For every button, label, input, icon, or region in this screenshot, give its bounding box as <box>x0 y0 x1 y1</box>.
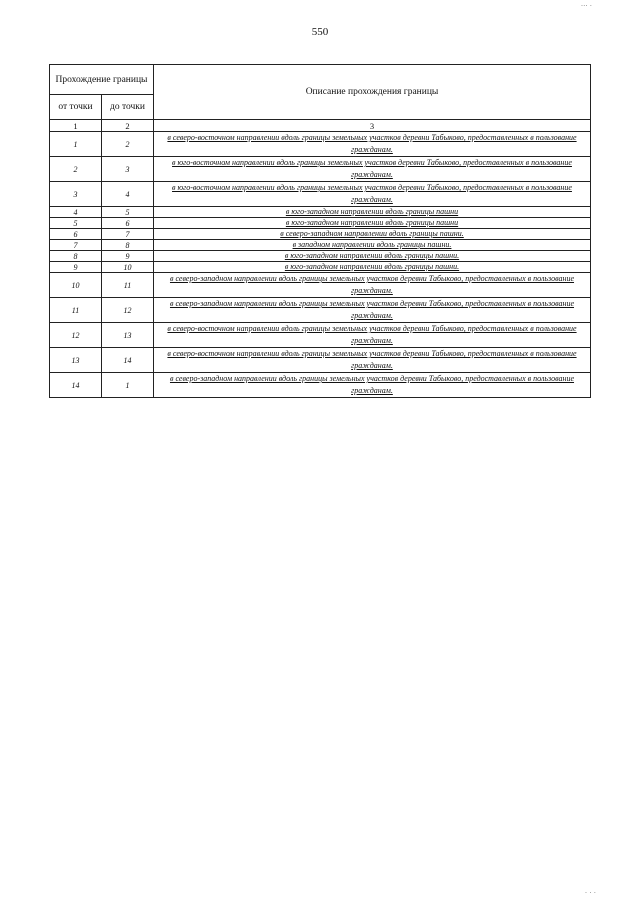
description-cell <box>154 348 591 373</box>
description-cell <box>154 273 591 298</box>
description-cell <box>154 251 591 262</box>
description-cell <box>154 207 591 218</box>
to-point-cell: 3 <box>102 157 154 182</box>
description-cell <box>154 298 591 323</box>
description-cell <box>154 157 591 182</box>
from-point-cell: 1 <box>50 132 102 157</box>
description-text: в северо-западном направлении вдоль границы земельных участков деревни Табыково, предоставленных в пользование гражданам. <box>169 374 575 395</box>
header-to-point: до точки <box>102 95 154 120</box>
column-number-row <box>50 120 591 132</box>
table-row <box>50 262 591 273</box>
description-text: в юго-западном направлении вдоль границы пашни. <box>284 262 460 271</box>
from-point-cell: 2 <box>50 157 102 182</box>
description-cell <box>154 132 591 157</box>
table-row <box>50 218 591 229</box>
from-point-cell: 7 <box>50 240 102 251</box>
from-point-cell: 6 <box>50 229 102 240</box>
from-point-cell: 4 <box>50 207 102 218</box>
description-text: в западном направлении вдоль границы пашни. <box>292 240 452 249</box>
table-body <box>50 120 591 398</box>
to-point-cell: 14 <box>102 348 154 373</box>
column-number: 1 <box>50 120 102 132</box>
boundary-table <box>49 64 591 398</box>
description-text: в юго-восточном направлении вдоль границы земельных участков деревни Табыково, предоставленных в пользование гражданам. <box>172 183 572 204</box>
header-boundary-passage: Прохождение границы <box>50 65 154 95</box>
description-cell <box>154 182 591 207</box>
description-text: в северо-западном направлении вдоль границы земельных участков деревни Табыково, предоставленных в пользование гражданам. <box>169 274 575 295</box>
description-text: в юго-западном направлении вдоль границы пашни. <box>284 251 460 260</box>
description-text: в северо-восточном направлении вдоль границы земельных участков деревни Табыково, предоставленных в пользование гражданам. <box>167 324 577 345</box>
column-number: 3 <box>154 120 591 132</box>
table-row <box>50 182 591 207</box>
description-cell <box>154 323 591 348</box>
to-point-cell: 13 <box>102 323 154 348</box>
to-point-cell: 12 <box>102 298 154 323</box>
description-cell <box>154 229 591 240</box>
header-from-point: от точки <box>50 95 102 120</box>
description-text: в северо-западном направлении вдоль границы земельных участков деревни Табыково, предоставленных в пользование гражданам. <box>169 299 575 320</box>
column-number: 2 <box>102 120 154 132</box>
description-cell <box>154 373 591 398</box>
table-row <box>50 323 591 348</box>
to-point-cell: 8 <box>102 240 154 251</box>
from-point-cell: 10 <box>50 273 102 298</box>
table-row <box>50 132 591 157</box>
description-text: в юго-восточном направлении вдоль границы земельных участков деревни Табыково, предоставленных в пользование гражданам. <box>172 158 572 179</box>
to-point-cell: 6 <box>102 218 154 229</box>
from-point-cell: 5 <box>50 218 102 229</box>
header-description: Описание прохождения границы <box>154 65 591 120</box>
table-row <box>50 273 591 298</box>
description-cell <box>154 218 591 229</box>
to-point-cell: 2 <box>102 132 154 157</box>
description-text: в юго-западном направлении вдоль границы пашни <box>285 207 459 216</box>
table-row <box>50 373 591 398</box>
to-point-cell: 9 <box>102 251 154 262</box>
description-text: в северо-восточном направлении вдоль границы земельных участков деревни Табыково, предоставленных в пользование гражданам. <box>167 133 577 154</box>
scan-mark-top: ··· · <box>580 2 592 10</box>
from-point-cell: 12 <box>50 323 102 348</box>
table-row <box>50 298 591 323</box>
description-text: в северо-западном направлении вдоль границы пашни. <box>280 229 464 238</box>
from-point-cell: 14 <box>50 373 102 398</box>
to-point-cell: 7 <box>102 229 154 240</box>
from-point-cell: 3 <box>50 182 102 207</box>
from-point-cell: 9 <box>50 262 102 273</box>
scan-mark-bottom: · · · <box>584 889 596 897</box>
page-number: 550 <box>311 26 329 38</box>
from-point-cell: 13 <box>50 348 102 373</box>
description-cell <box>154 262 591 273</box>
table-row <box>50 348 591 373</box>
to-point-cell: 1 <box>102 373 154 398</box>
description-text: в юго-западном направлении вдоль границы пашни <box>285 218 459 227</box>
table-row <box>50 207 591 218</box>
table-row <box>50 229 591 240</box>
to-point-cell: 5 <box>102 207 154 218</box>
to-point-cell: 4 <box>102 182 154 207</box>
description-cell <box>154 240 591 251</box>
table-row <box>50 251 591 262</box>
table-row <box>50 157 591 182</box>
from-point-cell: 8 <box>50 251 102 262</box>
from-point-cell: 11 <box>50 298 102 323</box>
description-text: в северо-восточном направлении вдоль границы земельных участков деревни Табыково, предоставленных в пользование гражданам. <box>167 349 577 370</box>
table-row <box>50 240 591 251</box>
to-point-cell: 11 <box>102 273 154 298</box>
to-point-cell: 10 <box>102 262 154 273</box>
